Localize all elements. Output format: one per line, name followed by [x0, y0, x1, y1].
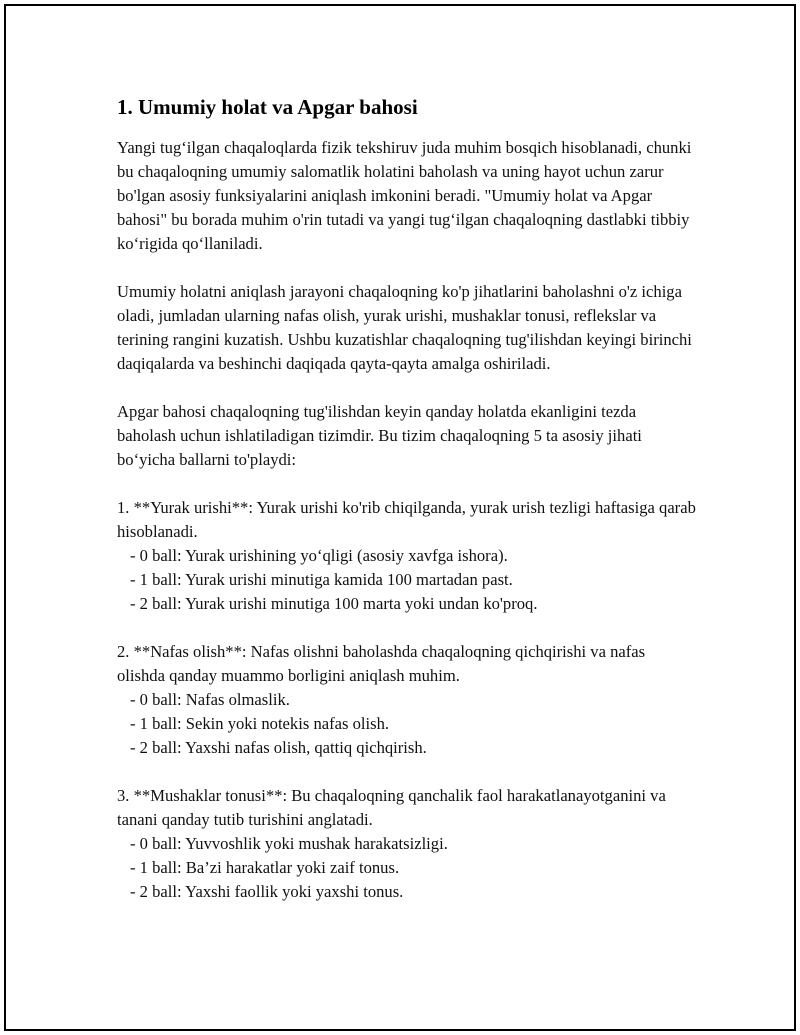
- score-item: - 2 ball: Yaxshi nafas olish, qattiq qichqirish.: [130, 738, 427, 757]
- paragraph-apgar: Apgar bahosi chaqaloqning tug'ilishdan keyin qanday holatda ekanligini tezda baholash uchun ishlatiladigan tizimdir. Bu tizim chaqaloqning 5 ta asosiy jihati bo‘yicha ballarni to'playdi:: [117, 402, 642, 469]
- section-muscle-tone: [117, 784, 697, 904]
- page-title: 1. Umumiy holat va Apgar bahosi: [117, 95, 418, 119]
- score-item: - 0 ball: Nafas olmaslik.: [130, 690, 290, 709]
- paragraph-general-state: Umumiy holatni aniqlash jarayoni chaqaloqning ko'p jihatlarini baholashni o'z ichiga oladi, jumladan ularning nafas olish, yurak urishi, mushaklar tonusi, reflekslar va terining rangini kuzatish. Ushbu kuzatishlar chaqaloqning tug'ilishdan keyingi birinchi daqiqalarda va beshinchi daqiqada qayta-qayta amalga oshiriladi.: [117, 282, 692, 373]
- paragraph-intro: Yangi tug‘ilgan chaqaloqlarda fizik tekshiruv juda muhim bosqich hisoblanadi, chunki bu chaqaloqning umumiy salomatlik holatini baholash va uning hayot uchun zarur bo'lgan asosiy funksiyalarini aniqlash imkonini beradi. "Umumiy holat va Apgar bahosi" bu borada muhim o'rin tutadi va yangi tug‘ilgan chaqaloqning dastlabki tibbiy ko‘rigida qo‘llaniladi.: [117, 138, 692, 253]
- score-list: [117, 688, 697, 760]
- section-heading: 1. **Yurak urishi**: Yurak urishi ko'rib chiqilganda, yurak urish tezligi haftasiga qarab hisoblanadi.: [117, 498, 696, 541]
- score-list: [117, 832, 697, 904]
- score-item: - 1 ball: Yurak urishi minutiga kamida 100 martadan past.: [130, 570, 513, 589]
- section-breathing: [117, 640, 697, 760]
- document-body: [117, 94, 697, 928]
- score-item: - 0 ball: Yuvvoshlik yoki mushak harakatsizligi.: [130, 834, 448, 853]
- section-heart-rate: [117, 496, 697, 616]
- section-heading: 2. **Nafas olish**: Nafas olishni baholashda chaqaloqning qichqirishi va nafas olishda qanday muammo borligini aniqlash muhim.: [117, 642, 646, 685]
- score-list: [117, 544, 697, 616]
- score-item: - 0 ball: Yurak urishining yo‘qligi (asosiy xavfga ishora).: [130, 546, 508, 565]
- score-item: - 2 ball: Yaxshi faollik yoki yaxshi tonus.: [130, 882, 404, 901]
- section-heading: 3. **Mushaklar tonusi**: Bu chaqaloqning qanchalik faol harakatlanayotganini va tanani qanday tutib turishini anglatadi.: [117, 786, 666, 829]
- score-item: - 1 ball: Sekin yoki notekis nafas olish.: [130, 714, 390, 733]
- score-item: - 2 ball: Yurak urishi minutiga 100 marta yoki undan ko'proq.: [130, 594, 538, 613]
- score-item: - 1 ball: Ba’zi harakatlar yoki zaif tonus.: [130, 858, 400, 877]
